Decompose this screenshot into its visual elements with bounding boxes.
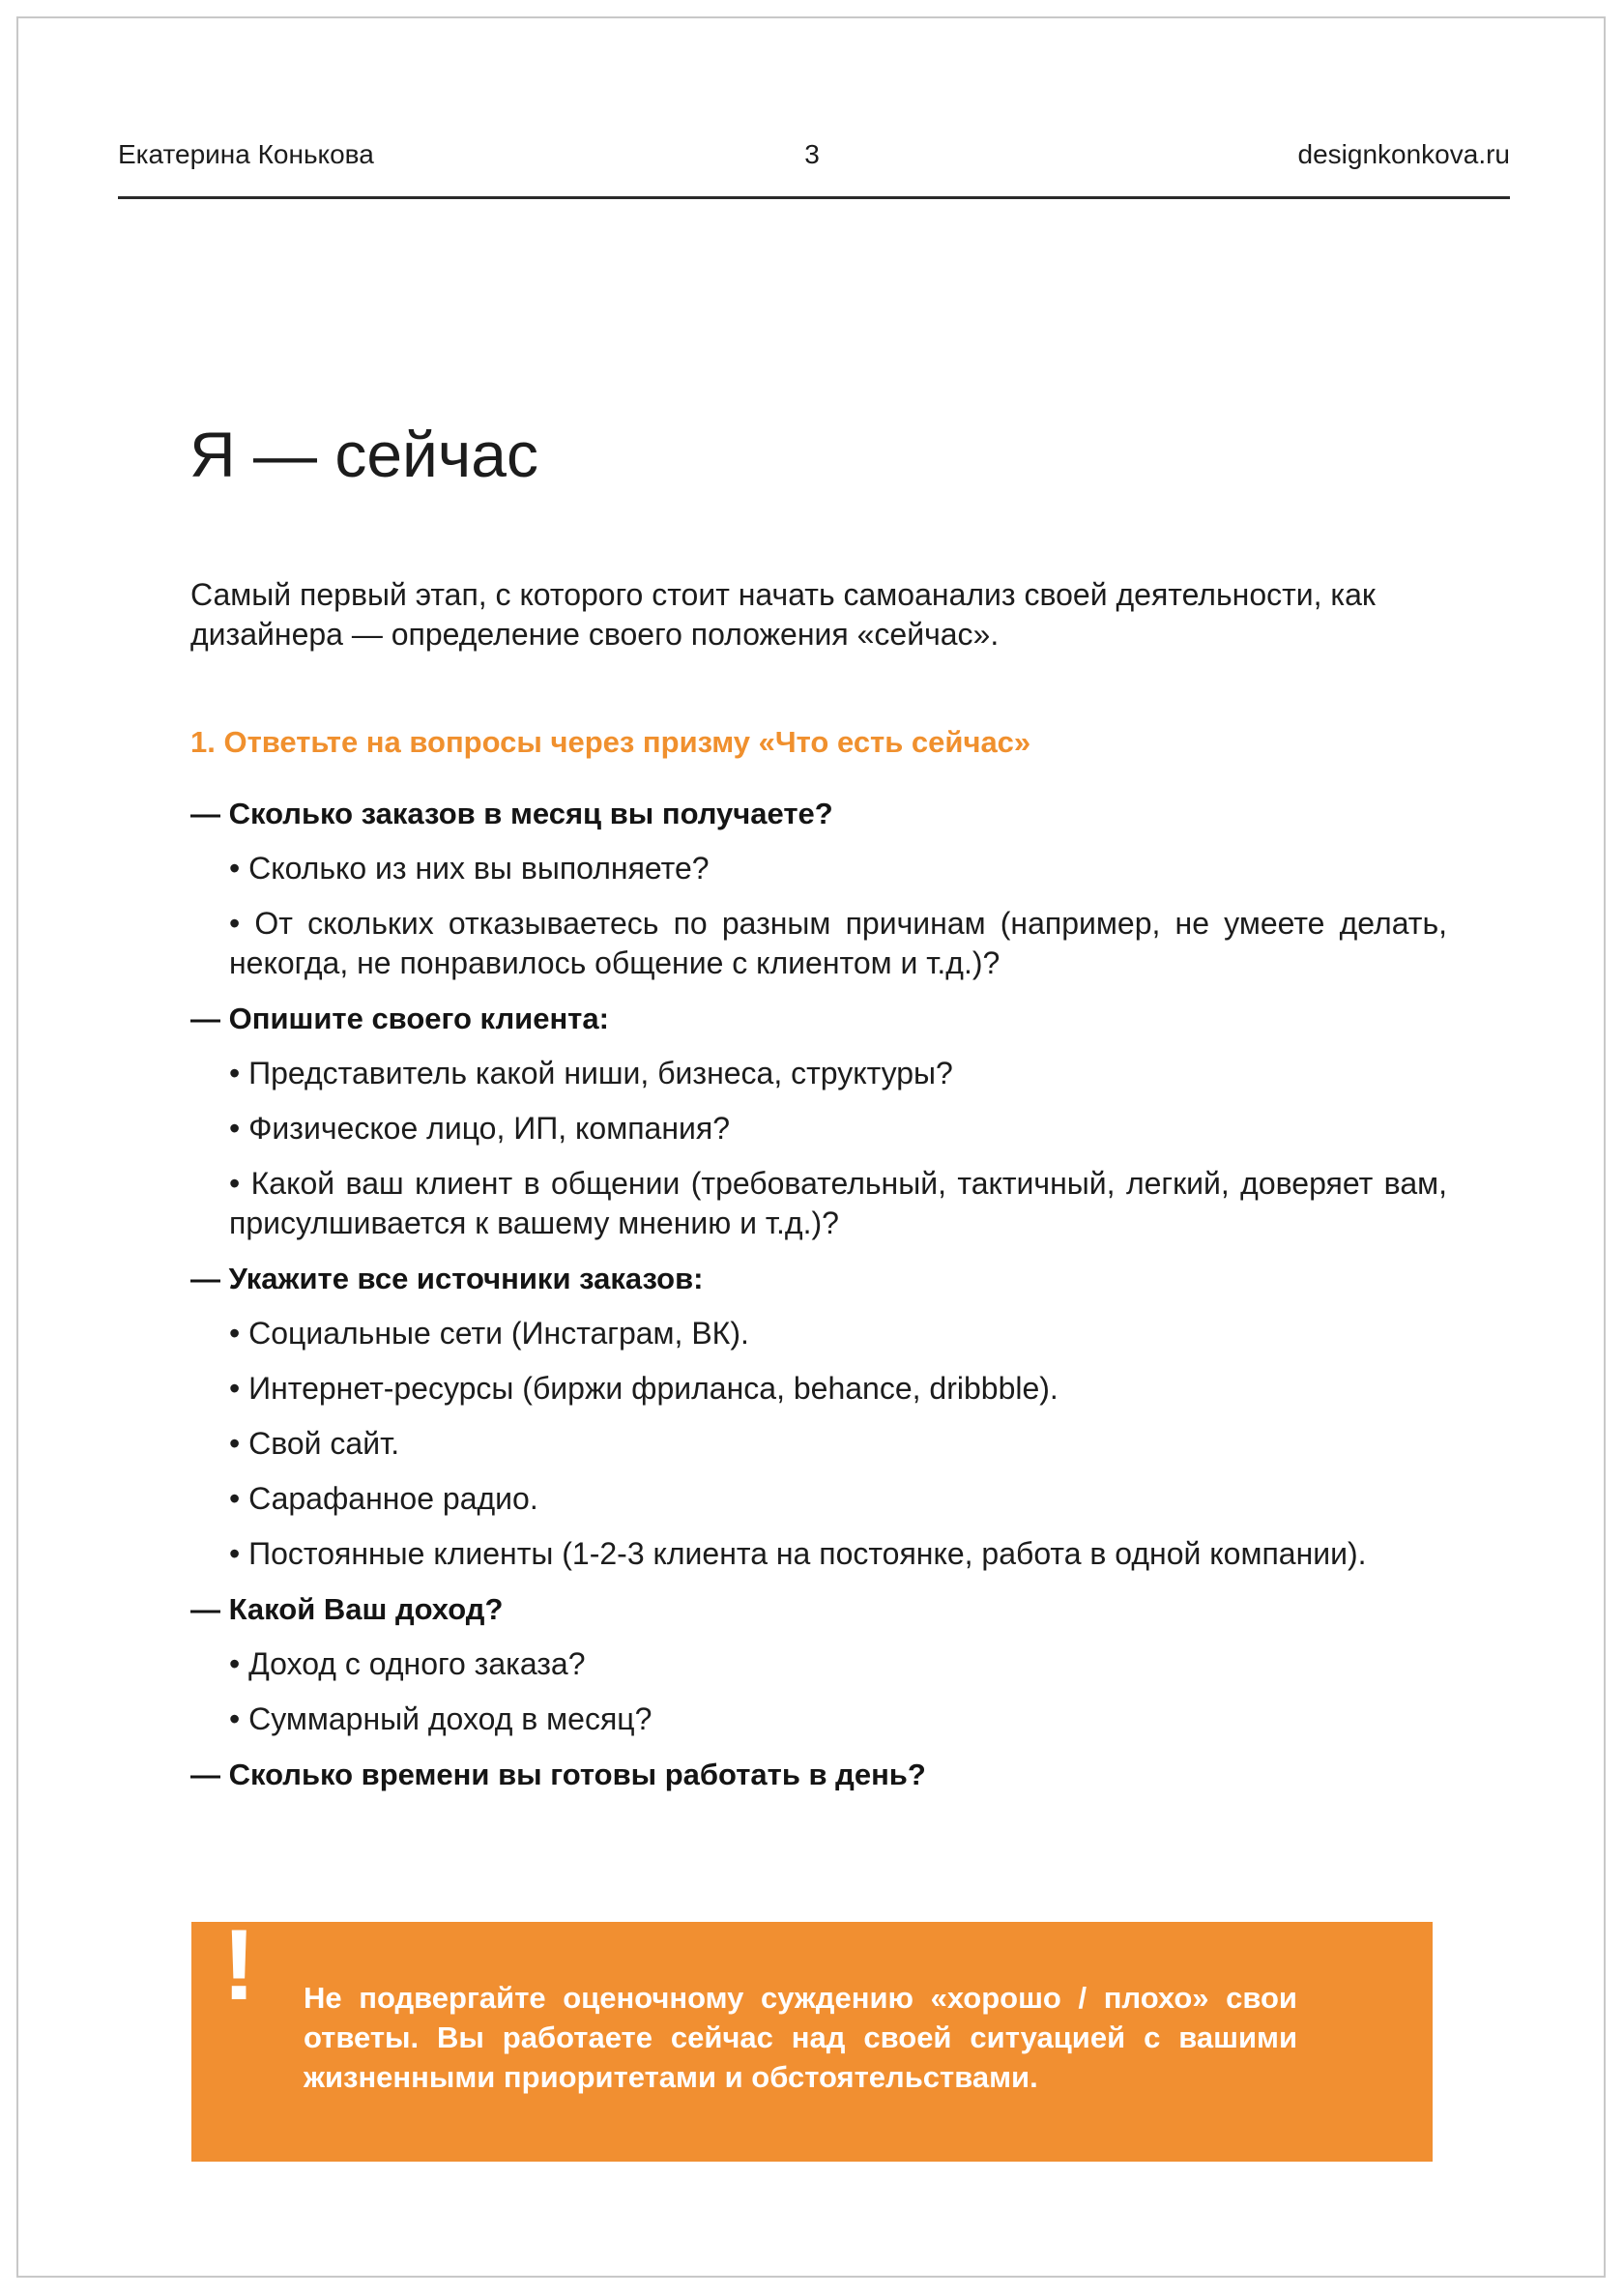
question-item: • Постоянные клиенты (1-2-3 клиента на постоянке, работа в одной компании). [229, 1536, 1367, 1571]
question-client [190, 1000, 1447, 1243]
question-item: • Физическое лицо, ИП, компания? [229, 1111, 730, 1146]
question-item: • Суммарный доход в месяц? [229, 1701, 652, 1736]
callout-text: Не подвергайте оценочному суждению «хорошо / плохо» свои ответы. Вы работаете сейчас над своей ситуацией с вашими жизненными приоритетами и обстоятельствами. [304, 1981, 1297, 2094]
question-sources [190, 1260, 1447, 1574]
question-item: • Интернет-ресурсы (биржи фриланса, behance, dribbble). [229, 1371, 1058, 1406]
question-title: — Опишите своего клиента: [190, 1002, 609, 1035]
exclamation-icon: ! [222, 1909, 256, 2021]
question-item: • Социальные сети (Инстаграм, ВК). [229, 1316, 749, 1351]
header-page-number: 3 [804, 139, 820, 169]
question-item: • Доход с одного заказа? [229, 1646, 586, 1681]
section-heading: 1. Ответьте на вопросы через призму «Что есть сейчас» [190, 725, 1031, 759]
question-income [190, 1590, 1447, 1739]
question-item: • От скольких отказываетесь по разным причинам (например, не умеете делать, некогда, не понравилось общение с клиентом и т.д.)? [229, 906, 1447, 980]
warning-callout [191, 1909, 1433, 2162]
question-item: • Сколько из них вы выполняете? [229, 851, 710, 886]
question-item: • Свой сайт. [229, 1426, 400, 1461]
question-list [190, 795, 1447, 1810]
question-title: — Сколько заказов в месяц вы получаете? [190, 797, 833, 830]
question-item: • Сарафанное радио. [229, 1481, 538, 1516]
header-site-link[interactable]: designkonkova.ru [1297, 139, 1510, 169]
intro-paragraph: Самый первый этап, с которого стоит начать самоанализ своей деятельности, как дизайнера — определение своего положения «сейчас». [190, 577, 1376, 652]
question-title: — Сколько времени вы готовы работать в день? [190, 1758, 926, 1791]
header-author: Екатерина Конькова [118, 139, 374, 169]
question-orders [190, 795, 1447, 983]
question-title: — Укажите все источники заказов: [190, 1262, 704, 1295]
question-title: — Какой Ваш доход? [190, 1592, 504, 1626]
page-title: Я — сейчас [189, 419, 539, 490]
question-time [190, 1756, 1447, 1794]
question-item: • Представитель какой ниши, бизнеса, структуры? [229, 1056, 953, 1090]
question-item: • Какой ваш клиент в общении (требовательный, тактичный, легкий, доверяет вам, присулшивается к вашему мнению и т.д.)? [229, 1166, 1447, 1240]
header-divider [118, 196, 1510, 199]
